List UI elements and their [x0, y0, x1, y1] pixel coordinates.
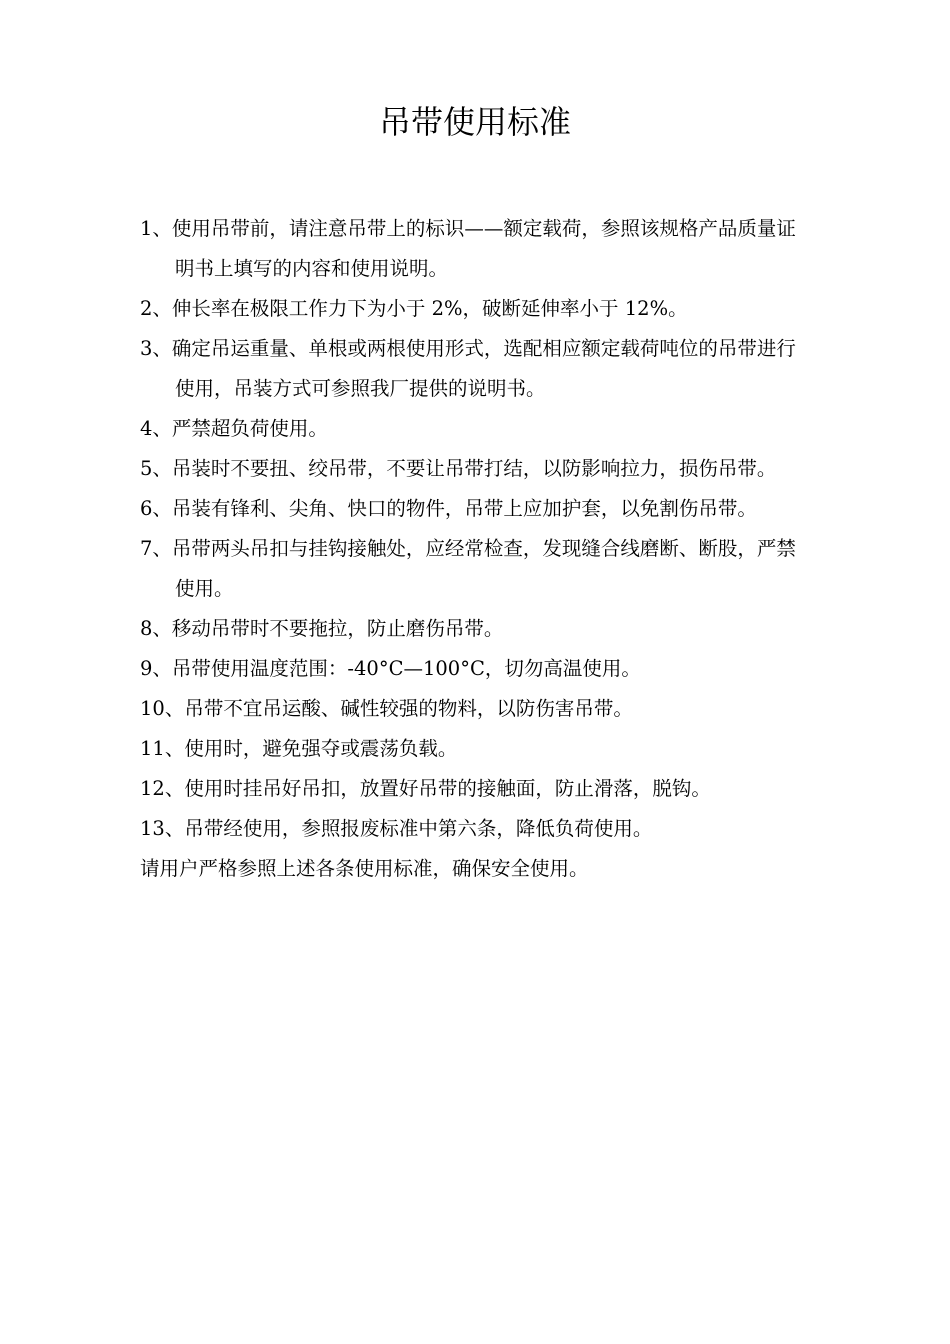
item-number: 2、	[140, 297, 172, 320]
item-text: 吊装有锋利、尖角、快口的物件，吊带上应加护套，以免割伤吊带。	[171, 497, 757, 520]
list-item-13	[140, 809, 804, 849]
item-text: 伸长率在极限工作力下为小于 2%，破断延伸率小于 12%。	[171, 297, 688, 320]
item-text: 严禁超负荷使用。	[171, 417, 328, 440]
list-item-6	[140, 489, 804, 529]
item-number: 6、	[140, 497, 172, 520]
standards-list	[140, 209, 804, 889]
item-number: 11、	[140, 737, 185, 760]
item-number: 12、	[140, 777, 185, 800]
item-number: 10、	[140, 697, 185, 720]
item-text: 移动吊带时不要拖拉，防止磨伤吊带。	[171, 617, 504, 640]
item-text: 使用时挂吊好吊扣，放置好吊带的接触面，防止滑落，脱钩。	[184, 777, 711, 800]
document-title: 吊带使用标准	[378, 103, 571, 141]
item-text: 使用吊带前，请注意吊带上的标识——额定载荷，参照该规格产品质量证明书上填写的内容和使用说明。	[171, 217, 796, 280]
closing-statement: 请用户严格参照上述各条使用标准，确保安全使用。	[140, 857, 589, 880]
item-number: 1、	[140, 217, 172, 240]
item-number: 3、	[140, 337, 172, 360]
item-text: 使用时，避免强夺或震荡负载。	[184, 737, 458, 760]
item-number: 8、	[140, 617, 172, 640]
list-item-4	[140, 409, 804, 449]
item-number: 4、	[140, 417, 172, 440]
item-text: 吊带使用温度范围：-40°C—100°C，切勿高温使用。	[171, 657, 641, 680]
item-text: 吊带经使用，参照报废标准中第六条，降低负荷使用。	[184, 817, 653, 840]
list-item-12	[140, 769, 804, 809]
item-text: 吊带两头吊扣与挂钩接触处，应经常检查，发现缝合线磨断、断股，严禁使用。	[171, 537, 796, 600]
list-item-9	[140, 649, 804, 689]
list-item-1	[140, 209, 804, 289]
item-number: 13、	[140, 817, 185, 840]
list-item-3	[140, 329, 804, 409]
item-number: 5、	[140, 457, 172, 480]
list-item-10	[140, 689, 804, 729]
list-item-5	[140, 449, 804, 489]
item-text: 吊装时不要扭、绞吊带，不要让吊带打结，以防影响拉力，损伤吊带。	[171, 457, 777, 480]
list-item-7	[140, 529, 804, 609]
list-item-8	[140, 609, 804, 649]
list-item-11	[140, 729, 804, 769]
item-number: 9、	[140, 657, 172, 680]
item-number: 7、	[140, 537, 172, 560]
item-text: 吊带不宜吊运酸、碱性较强的物料，以防伤害吊带。	[184, 697, 633, 720]
list-item-2	[140, 289, 804, 329]
item-text: 确定吊运重量、单根或两根使用形式，选配相应额定载荷吨位的吊带进行使用，吊装方式可参照我厂提供的说明书。	[171, 337, 796, 400]
